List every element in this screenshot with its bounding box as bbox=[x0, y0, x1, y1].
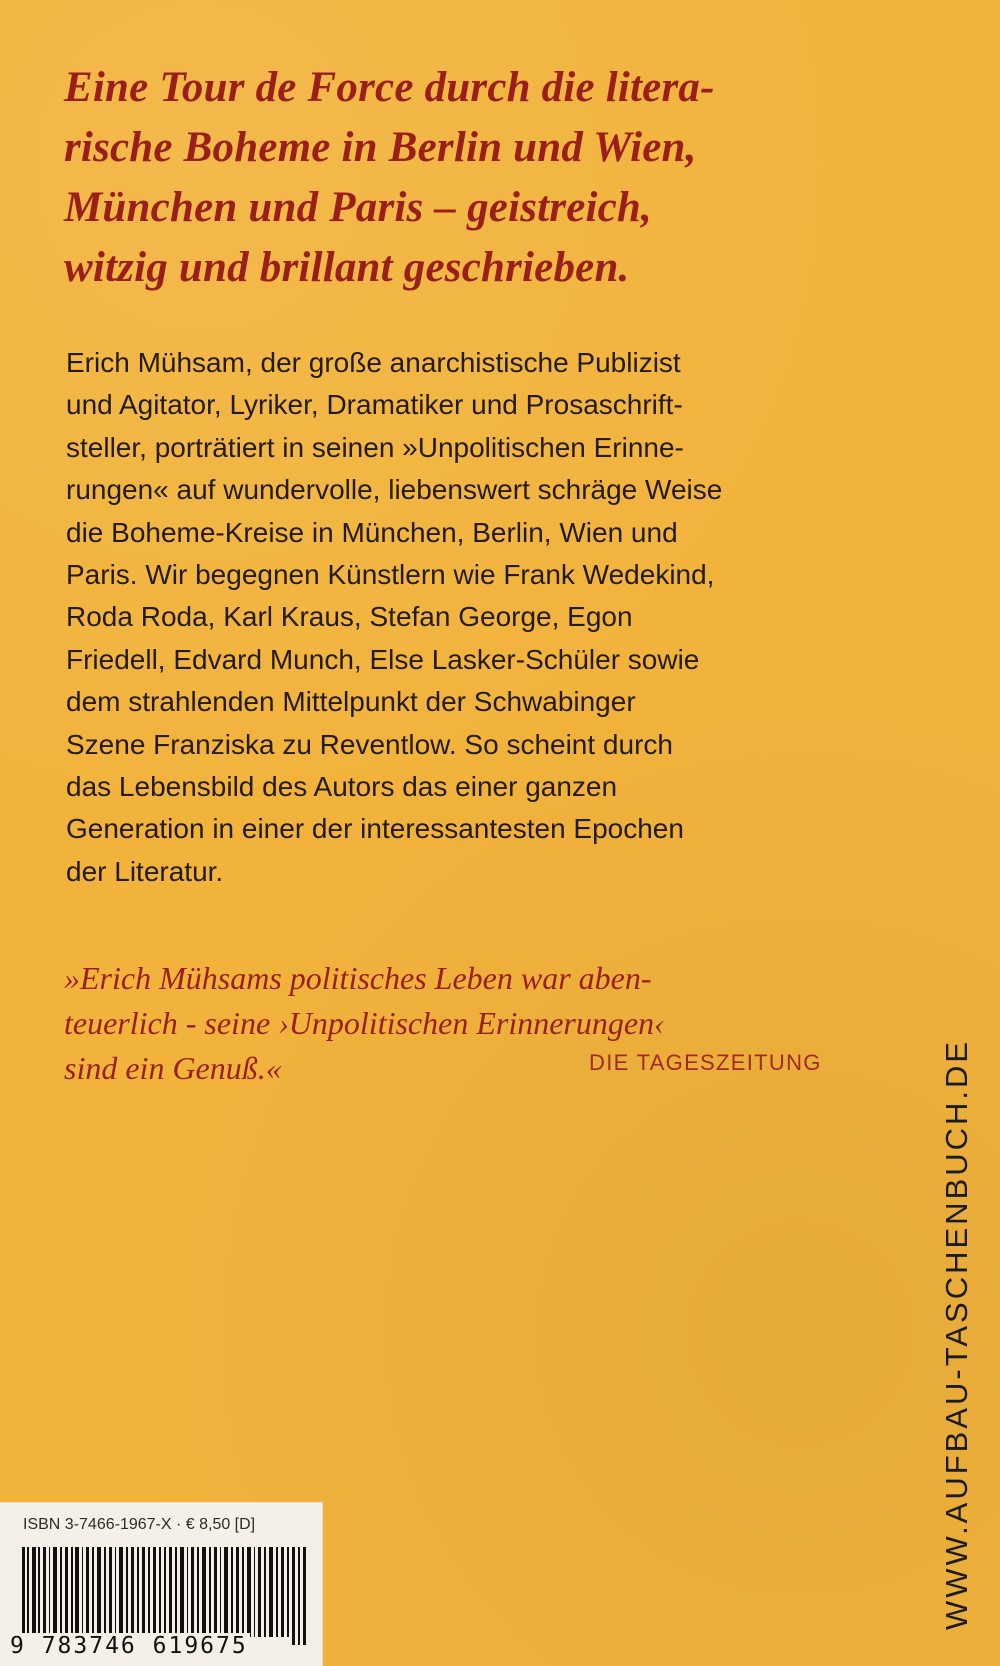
isbn-price-line: ISBN 3-7466-1967-X · € 8,50 [D] bbox=[23, 1516, 256, 1533]
tagline-line: rische Boheme in Berlin und Wien, bbox=[64, 124, 697, 171]
quote-line: teuerlich - seine ›Unpolitischen Erinnerungen‹ bbox=[64, 1005, 665, 1041]
tagline bbox=[64, 58, 904, 298]
description-line: Friedell, Edvard Munch, Else Lasker-Schüler sowie bbox=[66, 643, 700, 675]
description-line: Roda Roda, Karl Kraus, Stefan George, Egon bbox=[66, 601, 633, 633]
description-line: steller, porträtiert in seinen »Unpolitischen Erinne- bbox=[66, 431, 684, 463]
description-line: Generation in einer der interessantesten Epochen bbox=[66, 813, 684, 845]
publisher-website: WWW.AUFBAU-TASCHENBUCH.DE bbox=[939, 1038, 974, 1630]
quote-line: »Erich Mühsams politisches Leben war aben- bbox=[64, 960, 652, 996]
barcode-number: 9 783746 619675 bbox=[10, 1633, 248, 1659]
description-line: dem strahlenden Mittelpunkt der Schwabinger bbox=[66, 686, 636, 718]
tagline-line: Eine Tour de Force durch die litera- bbox=[64, 64, 715, 111]
quote-line: sind ein Genuß.« bbox=[64, 1050, 282, 1086]
tagline-line: München und Paris – geistreich, bbox=[64, 184, 653, 231]
description-line: Erich Mühsam, der große anarchistische Publizist bbox=[66, 347, 681, 378]
description-line: und Agitator, Lyriker, Dramatiker und Prosaschrift- bbox=[66, 389, 683, 421]
barcode-icon bbox=[22, 1547, 307, 1645]
description-line: das Lebensbild des Autors das einer ganzen bbox=[66, 771, 618, 803]
description-line: die Boheme-Kreise in München, Berlin, Wien und bbox=[66, 516, 678, 548]
isbn-barcode-block bbox=[0, 1502, 323, 1666]
description-line: rungen« auf wundervolle, liebenswert schräge Weise bbox=[66, 474, 723, 506]
tagline-line: witzig und brillant geschrieben. bbox=[64, 244, 630, 291]
quote-source: DIE TAGESZEITUNG bbox=[589, 1050, 822, 1075]
description-line: Szene Franziska zu Reventlow. So scheint durch bbox=[66, 728, 673, 760]
description-line: Paris. Wir begegnen Künstlern wie Frank Wedekind, bbox=[66, 559, 715, 591]
book-description bbox=[66, 342, 886, 893]
description-line: der Literatur. bbox=[66, 855, 224, 887]
